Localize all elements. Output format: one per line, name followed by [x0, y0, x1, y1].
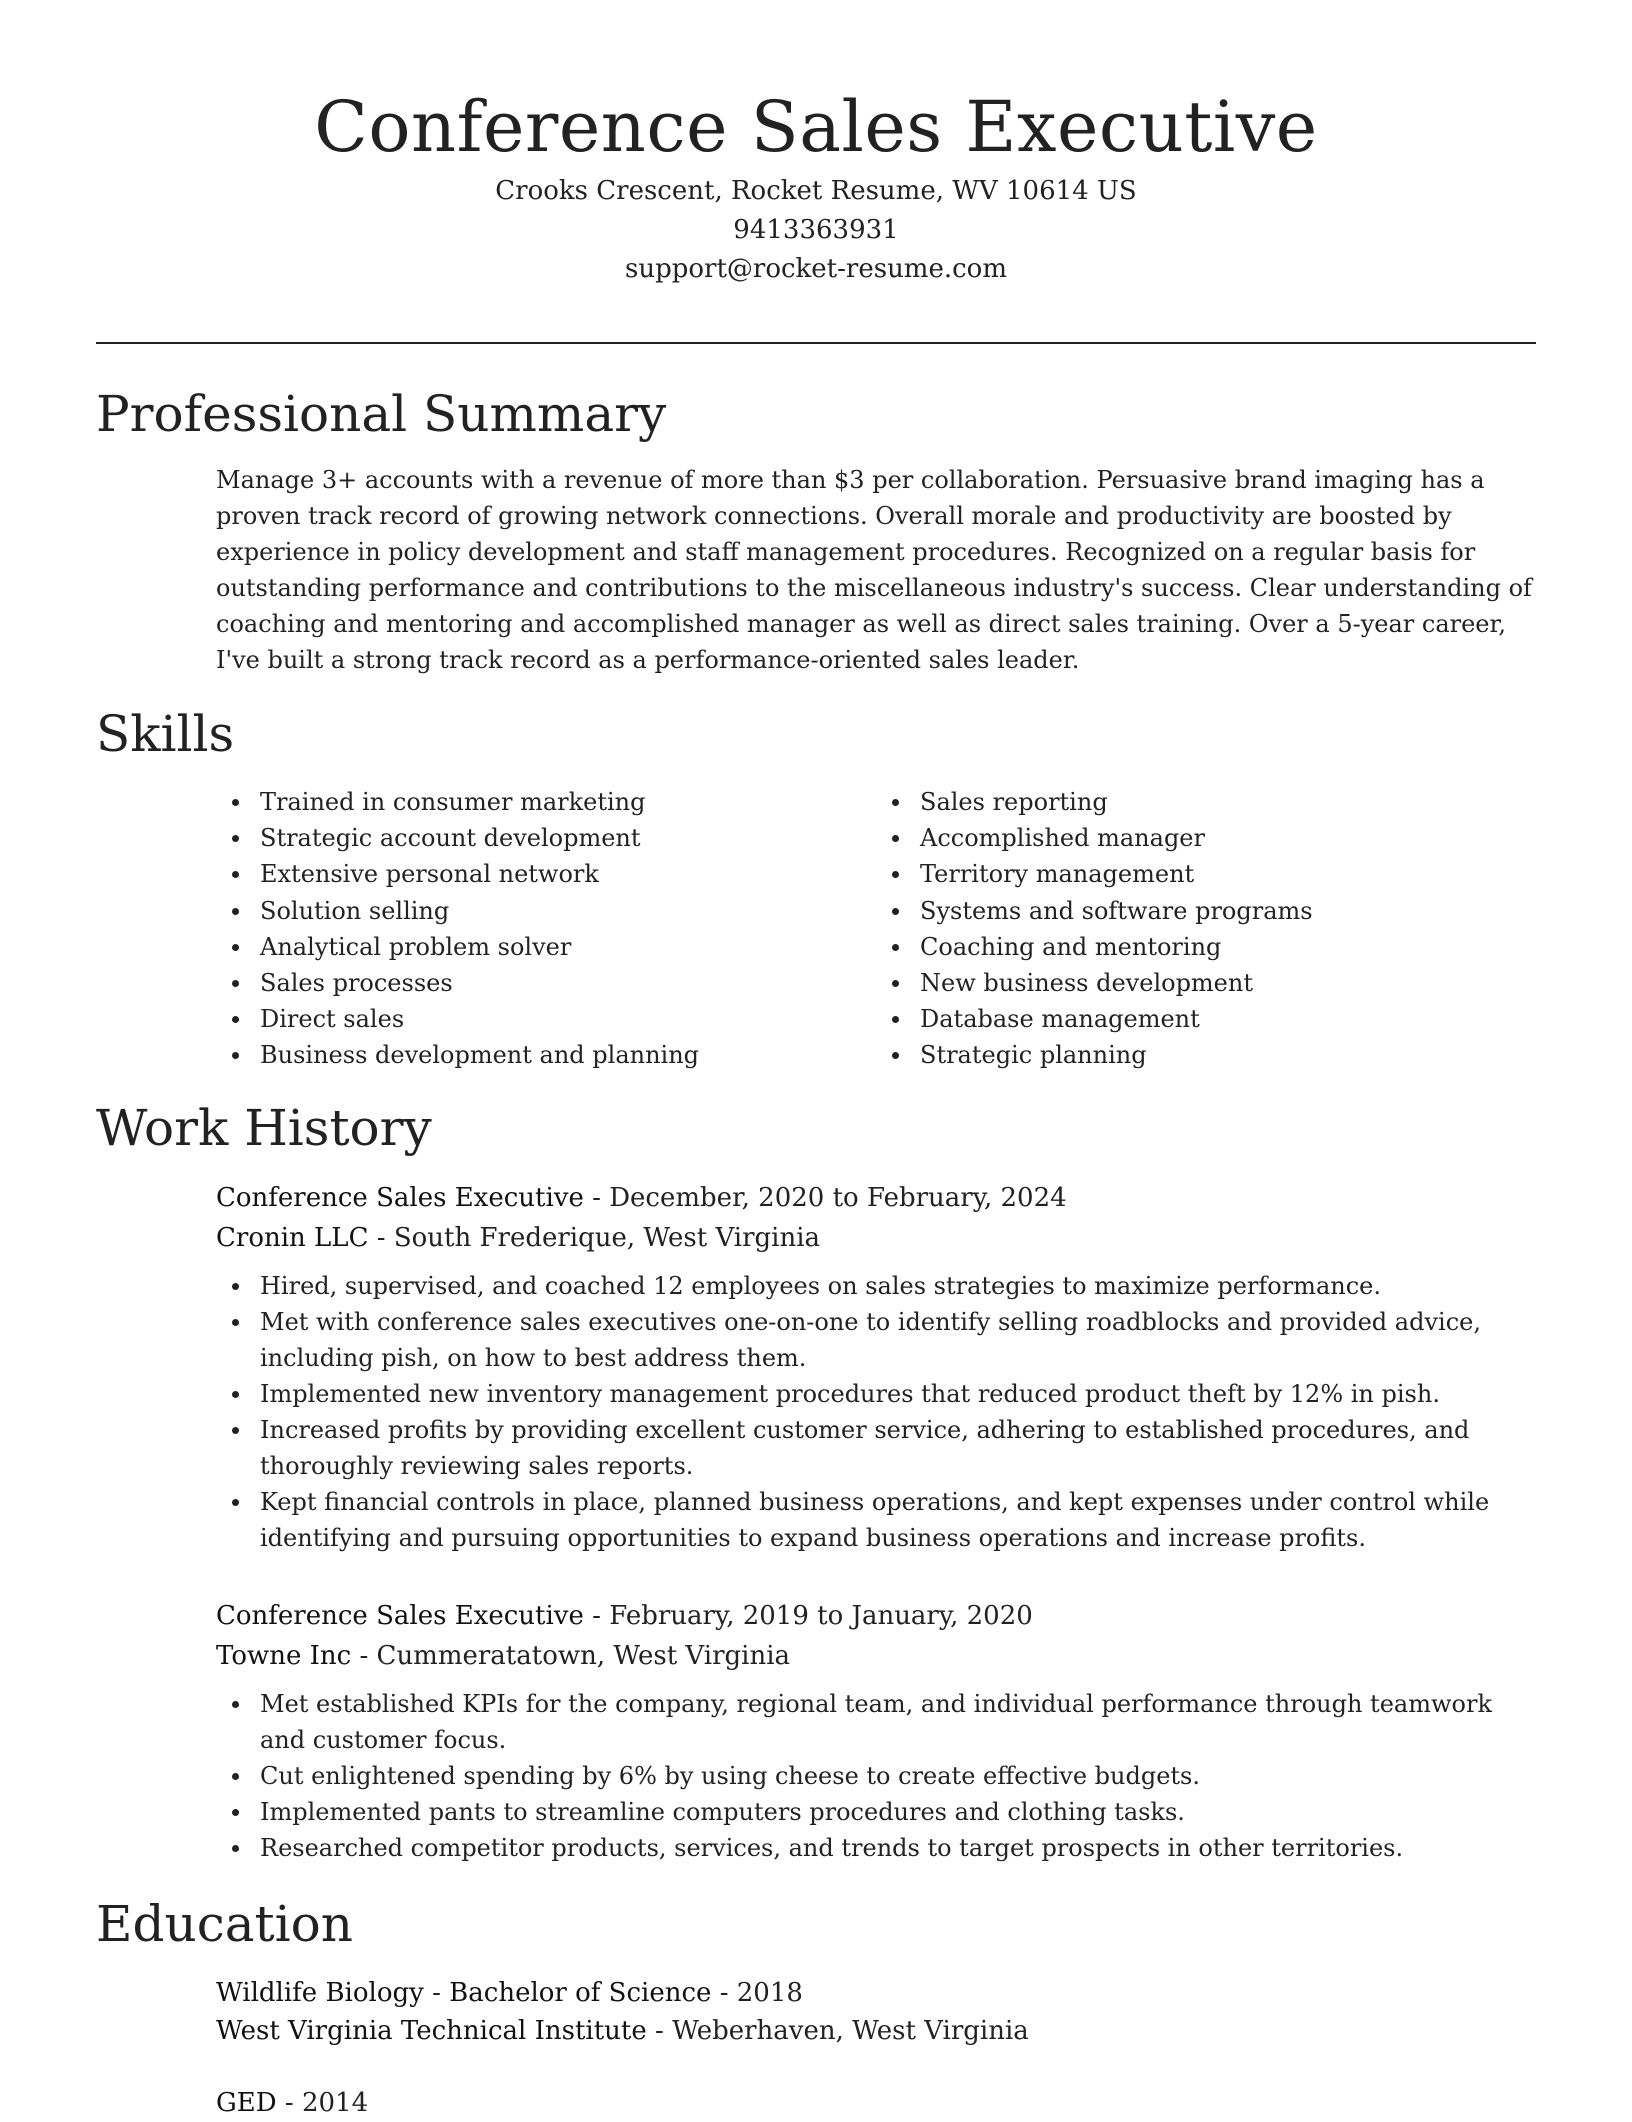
- job-bullet: Increased profits by providing excellent customer service, adhering to established procedures, and thoroughly reviewing sales reports.: [260, 1412, 1536, 1484]
- separator: -: [583, 1601, 610, 1631]
- work-history-heading: Work History: [96, 1099, 432, 1157]
- skills-grid: [216, 784, 1536, 1074]
- skill-item: Direct sales: [260, 1001, 876, 1037]
- skill-item: Systems and software programs: [920, 893, 1536, 929]
- job-bullets: [216, 1268, 1536, 1556]
- job-company: Cronin LLC: [216, 1223, 369, 1253]
- skill-item: Database management: [920, 1001, 1536, 1037]
- education-year: 2018: [736, 1978, 803, 2008]
- skill-item: Sales processes: [260, 965, 876, 1001]
- education-section: [96, 1894, 1536, 2122]
- job-bullet: Met with conference sales executives one-on-one to identify selling roadblocks and provided advice, including pish, on how to best address them.: [260, 1304, 1536, 1376]
- skills-heading: Skills: [96, 705, 235, 763]
- job-title-line: [216, 1178, 1536, 1218]
- job-bullet: Met established KPIs for the company, regional team, and individual performance through teamwork and customer focus.: [260, 1686, 1536, 1758]
- separator: -: [583, 1183, 610, 1213]
- skills-column-right: [876, 784, 1536, 1074]
- skill-item: New business development: [920, 965, 1536, 1001]
- job-location: South Frederique, West Virginia: [393, 1223, 821, 1253]
- separator: -: [646, 2016, 673, 2046]
- summary-section: [96, 384, 1536, 678]
- job-company-line: [216, 1636, 1536, 1676]
- skill-item: Analytical problem solver: [260, 929, 876, 965]
- skill-item: Business development and planning: [260, 1037, 876, 1073]
- separator: -: [368, 1223, 394, 1253]
- job-bullet: Hired, supervised, and coached 12 employees on sales strategies to maximize performance.: [260, 1268, 1536, 1304]
- work-history-section: [96, 1098, 1536, 1866]
- education-degree: Bachelor of Science: [449, 1978, 712, 2008]
- job-bullet: Implemented pants to streamline computers procedures and clothing tasks.: [260, 1794, 1536, 1830]
- skill-item: Territory management: [920, 856, 1536, 892]
- job-dates: December, 2020 to February, 2024: [609, 1183, 1067, 1213]
- separator: -: [276, 2088, 302, 2118]
- job-entry: [216, 1596, 1536, 1866]
- education-entry: [216, 1974, 1536, 2050]
- job-bullet: Kept financial controls in place, planned business operations, and kept expenses under control while identifying and pursuing opportunities to expand business operations and increase profits.: [260, 1484, 1536, 1556]
- separator: -: [351, 1641, 377, 1671]
- summary-heading: Professional Summary: [96, 385, 667, 443]
- skill-item: Coaching and mentoring: [920, 929, 1536, 965]
- skills-column-left: [216, 784, 876, 1074]
- job-bullet: Researched competitor products, services, and trends to target prospects in other territories.: [260, 1830, 1536, 1866]
- email: support@rocket-resume.com: [624, 254, 1007, 284]
- job-company: Towne Inc: [216, 1641, 352, 1671]
- job-entry: [216, 1178, 1536, 1556]
- job-bullet: Cut enlightened spending by 6% by using cheese to create effective budgets.: [260, 1758, 1536, 1794]
- education-degree: GED: [216, 2088, 277, 2118]
- contact-info: [0, 172, 1632, 289]
- skill-item: Sales reporting: [920, 784, 1536, 820]
- separator: -: [423, 1978, 450, 2008]
- education-location: Weberhaven, West Virginia: [672, 2016, 1029, 2046]
- resume-header: [0, 0, 1632, 289]
- header-divider: [96, 342, 1536, 344]
- skill-item: Trained in consumer marketing: [260, 784, 876, 820]
- candidate-name: Conference Sales Executive: [314, 86, 1318, 168]
- phone: 9413363931: [733, 215, 899, 245]
- education-field: Wildlife Biology: [216, 1978, 424, 2008]
- skill-item: Solution selling: [260, 893, 876, 929]
- separator: -: [711, 1978, 737, 2008]
- education-school: West Virginia Technical Institute: [216, 2016, 647, 2046]
- education-heading: Education: [96, 1895, 353, 1953]
- skill-item: Strategic planning: [920, 1037, 1536, 1073]
- skill-item: Strategic account development: [260, 820, 876, 856]
- skills-section: [96, 704, 1536, 1074]
- job-company-line: [216, 1218, 1536, 1258]
- education-degree-line: [216, 1974, 1536, 2012]
- skill-item: Accomplished manager: [920, 820, 1536, 856]
- education-list: [216, 1974, 1536, 2122]
- address: Crooks Crescent, Rocket Resume, WV 10614 US: [495, 176, 1137, 206]
- job-role: Conference Sales Executive: [216, 1601, 584, 1631]
- job-role: Conference Sales Executive: [216, 1183, 584, 1213]
- job-bullet: Implemented new inventory management procedures that reduced product theft by 12% in pish.: [260, 1376, 1536, 1412]
- skill-item: Extensive personal network: [260, 856, 876, 892]
- education-year: 2014: [301, 2088, 369, 2118]
- education-degree-line: [216, 2084, 1536, 2122]
- education-entry: [216, 2084, 1536, 2122]
- job-title-line: [216, 1596, 1536, 1636]
- education-school-line: [216, 2012, 1536, 2050]
- summary-text: Manage 3+ accounts with a revenue of more than $3 per collaboration. Persuasive brand imaging has a proven track record of growing network connections. Overall morale and productivity are boosted by experience in policy development and staff management procedures. Recognized on a regular basis for outstanding performance and contributions to the miscellaneous industry's success. Clear understanding of coaching and mentoring and accomplished manager as well as direct sales training. Over a 5-year career, I've built a strong track record as a performance-oriented sales leader.: [216, 466, 1532, 674]
- job-location: Cummeratatown, West Virginia: [376, 1641, 791, 1671]
- job-bullets: [216, 1686, 1536, 1866]
- job-dates: February, 2019 to January, 2020: [609, 1601, 1033, 1631]
